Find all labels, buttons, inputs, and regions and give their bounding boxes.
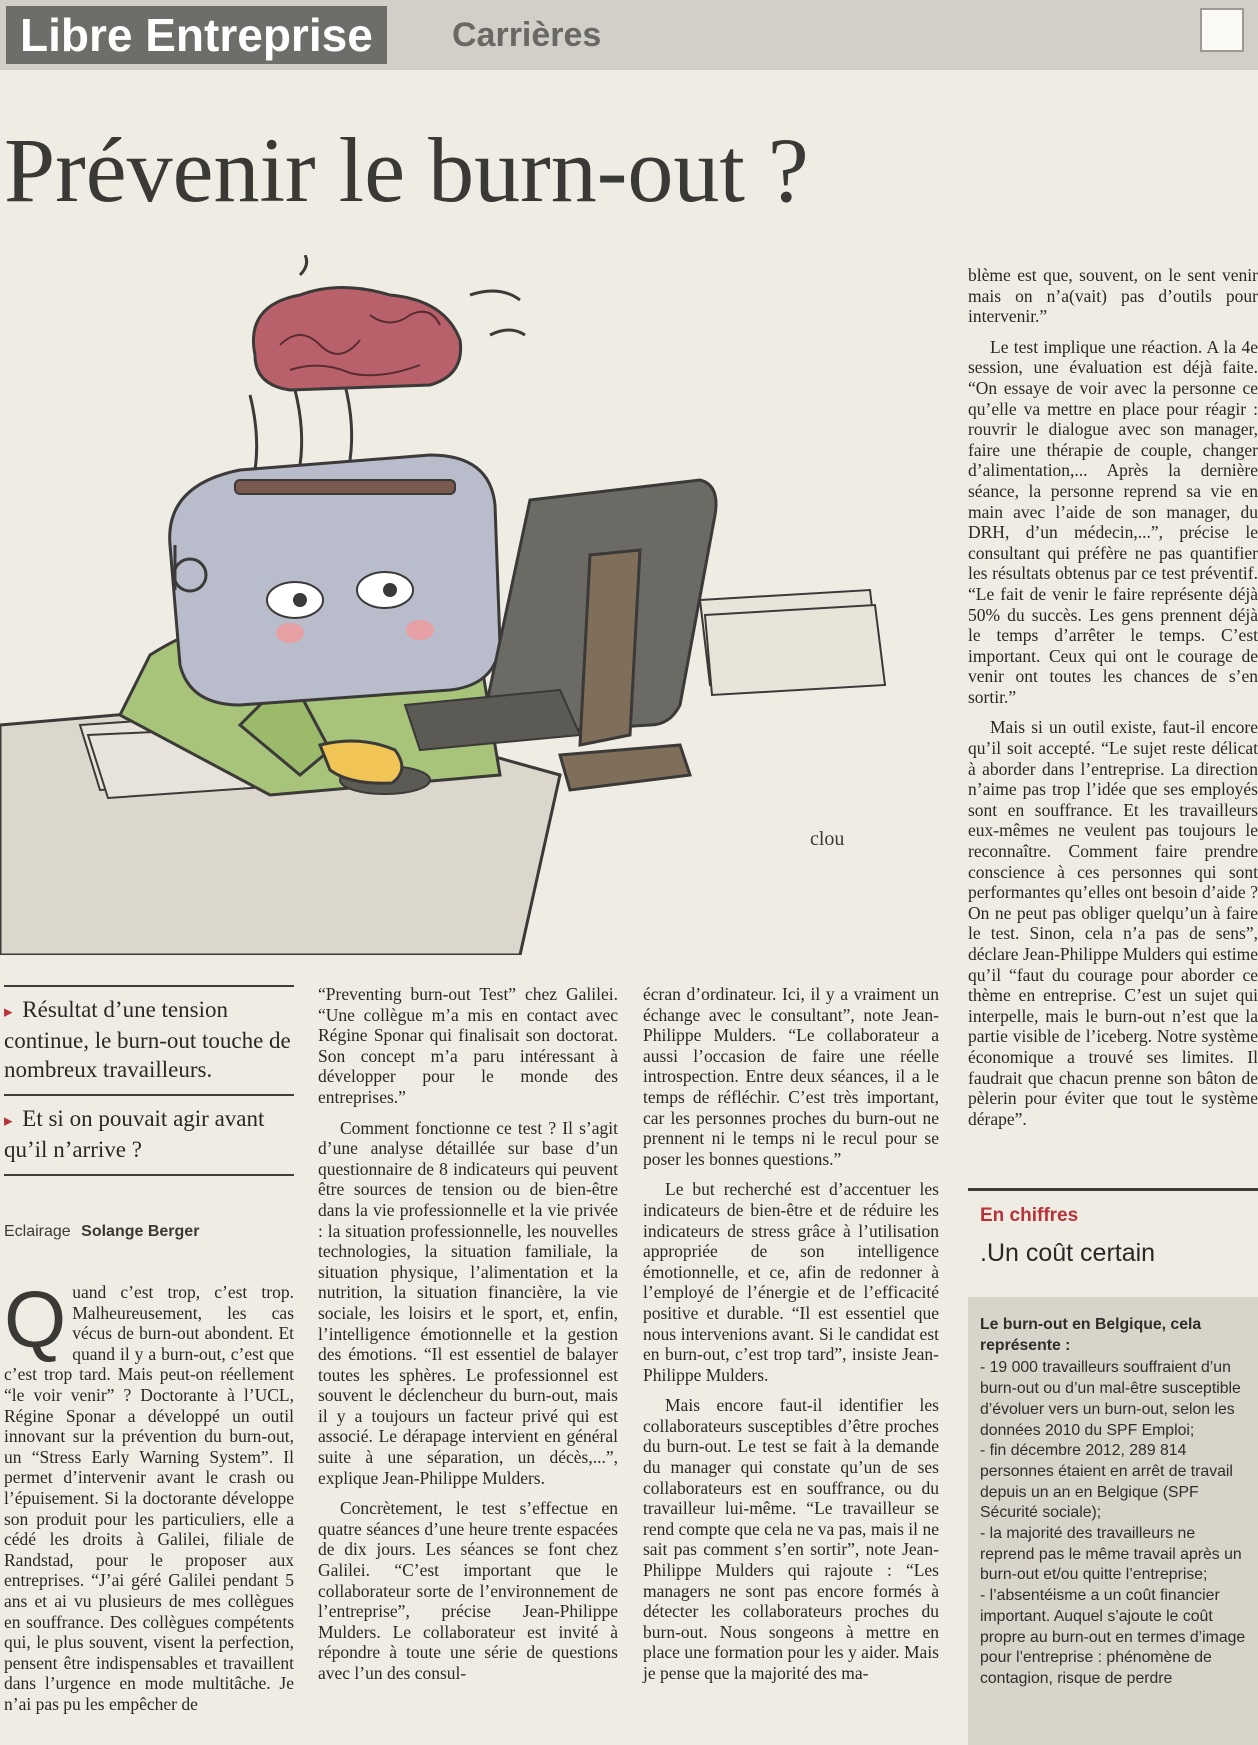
paragraph (4, 1275, 294, 1714)
byline-author: Solange Berger (81, 1223, 200, 1240)
article-column-4 (968, 265, 1258, 1139)
sidebar-title: .Un coût certain (980, 1239, 1156, 1267)
teaser-text: Et si on pouvait agir avant qu’il n’arrive ? (4, 1106, 265, 1162)
toaster-illustration (0, 255, 950, 955)
lead-rule-top (4, 985, 294, 987)
teaser-1 (4, 995, 294, 1084)
paragraph: Le but recherché est d’accentuer les indicateurs de bien-être et de réduire les indicateurs de stress grâce à l’utilisation appropriée de son intelligence émotionnelle, et ce, afin de redonner à l’employé de l’énergie et de l’efficacité positive et durable. “Il est essentiel que nous intervenions avant. Si le candidat est en burn-out, c’est trop tard”, insiste Jean-Philippe Mulders. (643, 1179, 939, 1385)
list-item: - fin décembre 2012, 289 814 personnes étaient en arrêt de travail depuis un an en Belgique (SPF Sécurité sociale); (980, 1442, 1233, 1522)
lead-box (4, 985, 294, 1176)
monitor-icon (480, 480, 716, 790)
paragraph: blème est que, souvent, on le sent venir mais on n’a(vait) pas d’outils pour intervenir.” (968, 265, 1258, 327)
sidebar-list (980, 1358, 1246, 1689)
paragraph: Mais encore faut-il identifier les collaborateurs susceptibles d’être proches du burn-out. Le test se fait à la demande du manager qui constate qu’un de ses collaborateurs est en souffrance, ou du travailleur lui-même. “Le travailleur se rend compte que cela ne va pas, mais il ne sait pas comment s’en sortir”, note Jean-Philippe Mulders qui rajoute : “Les managers ne sont pas encore formés à détecter les collaborateurs proches du burn-out. Nous songeons à mettre en place une formation pour les y aider. Mais je pense que la majorité des ma- (643, 1395, 939, 1683)
byline-label: Eclairage (4, 1223, 71, 1240)
list-item: - la majorité des travailleurs ne reprend pas le même travail après un burn-out et/ou quitte l’entreprise; (980, 1525, 1242, 1584)
subsection-name: Carrières (452, 16, 602, 54)
list-item: - l’absentéisme a un coût financier important. Auquel s’ajoute le coût propre au burn-out en termes d’image pour l’entreprise : phénomène de contagion, risque de perdre (980, 1587, 1246, 1687)
article-column-3 (643, 984, 939, 1694)
lead-rule-bottom (4, 1174, 294, 1176)
paragraph: écran d’ordinateur. Ici, il y a vraiment un échange avec le consultant”, note Jean-Philippe Mulders. “Le collaborateur a aussi l’occasion de faire une réelle introspection. Entre deux séances, il a le temps de réfléchir. C’est très important, car les personnes proches du burn-out ne prennent ni le temps ni le recul pour se poser les bonnes questions.” (643, 984, 939, 1169)
teaser-text: Résultat d’une tension continue, le burn-out touche de nombreux travailleurs. (4, 997, 291, 1082)
brain-icon (253, 288, 460, 391)
paragraph-text: uand c’est trop, c’est trop. Malheureusement, les cas vécus de burn-out abondent. Et quand il y a burn-out, c’est que c’est trop tard. Mais peut-on réellement “le voir venir” ? Doctorante à l’UCL, Régine Sponar a développé un outil innovant sur la prévention du burn-out, un “Stress Early Warning System”. Il permet d’intervenir avant le crash ou l’épuisement. Si la doctorante développe son produit pour les particuliers, elle a cédé les droits à Galilei, filiale de Randstad, pour le proposer aux entreprises. “J’ai géré Galilei pendant 5 ans et ai vu plusieurs de mes collègues en souffrance. Des collègues compétents qui, le plus souvent, visent la perfection, pensent être indispensables et travaillent dans l’urgence en mode multitâche. Je n’ai pas pu les empêcher de (4, 1282, 294, 1714)
lead-rule-middle (4, 1094, 294, 1096)
paragraph: Comment fonctionne ce test ? Il s’agit d’une analyse détaillée sur base d’un questionnaire de 8 indicateurs qui peuvent être sources de tension ou de bien-être dans la vie professionnelle et la vie privée : la situation professionnelle, les nouvelles technologies, la situation familiale, la situation physique, l’alimentation et la nutrition, la situation financière, la vie sociale, les loisirs et le sport, et, enfin, l’intelligence émotionnelle et la gestion des émotions. “Il est essentiel de balayer toutes les sphères. Le professionnel est souvent le déclencheur du burn-out, mais il y a toujours un facteur privé qui est associé. Le dérapage intervient en général suite à une séparation, un décès,...”, explique Jean-Philippe Mulders. (318, 1117, 618, 1488)
sidebar-header (968, 1188, 1258, 1297)
section-header (0, 0, 1258, 70)
illustration-signature: clou (810, 828, 845, 850)
paragraph: Concrètement, le test s’effectue en quatre séances d’une heure trente espacées de dix jours. Les séances se font chez Galilei. “C’est important que le collaborateur sorte de l’environnement de l’entreprise”, précise Jean-Philippe Mulders. Le collaborateur est invité à répondre à toute une série de questions avec l’un des consul- (318, 1498, 618, 1683)
teaser-marker: ▸ (4, 1111, 13, 1130)
paragraph: “Preventing burn-out Test” chez Galilei. “Une collègue m’a mis en contact avec Régine Sponar qui finalisait son doctorat. Son concept m’a paru intéressant à développer pour le monde des entreprises.” (318, 984, 618, 1107)
section-name: Libre Entreprise (6, 6, 387, 64)
paragraph: Mais si un outil existe, faut-il encore qu’il soit accepté. “Le sujet reste délicat à aborder dans l’entreprise. La direction n’aime pas trop l’idée que ses employés sont en souffrance. Et les travailleurs eux-mêmes ne veulent pas toujours le reconnaître. Comment faire prendre conscience à ces personnes qui sont performantes qu’elles ont besoin d’aide ? On ne peut pas obliger quelqu’un à faire le test. Sinon, cela n’a pas de sens”, déclare Jean-Philippe Mulders qui estime qu’il “faut du courage pour aborder ce thème en entreprise. C’est un sujet qui interpelle, mais le burn-out n’est que la partie visible de l’iceberg. Notre système économique a trouvé ses limites. Il faudrait que chacun prenne son bâton de pèlerin pour éviter que tout le système dérape”. (968, 717, 1258, 1129)
article-column-2 (318, 984, 618, 1694)
toaster-icon (170, 455, 500, 705)
sidebar-body (968, 1297, 1258, 1745)
headline: Prévenir le burn-out ? (4, 119, 809, 221)
paragraph: Le test implique une réaction. A la 4e session, une évaluation est déjà faite. “On essaye de voir avec la personne ce qu’elle va mettre en place pour réagir : rouvrir le dialogue avec son manager, faire une thérapie de couple, changer d’alimentation,... Après la dernière séance, la personne reprend sa vie en main avec l’aide de son manager, du DRH, d’un médecin,...”, précise le consultant qui préfère ne pas quantifier les résultats obtenus par ce test préventif. “Le fait de venir le faire représente déjà 50% du succès. Les gens prennent déjà le temps d’arrêter le temps. C’est important. Ceux qui ont le courage de venir ont toutes les chances de s’en sortir.” (968, 336, 1258, 707)
article-column-1 (4, 1275, 294, 1724)
sidebar-kicker: En chiffres (980, 1205, 1079, 1226)
figures-sidebar (968, 1188, 1258, 1735)
teaser-marker: ▸ (4, 1002, 13, 1021)
list-item: - 19 000 travailleurs souffraient d’un burn-out ou d’un mal-être susceptible d’évoluer vers un burn-out, selon les données 2010 du SPF Emploi; (980, 1359, 1241, 1439)
sidebar-intro: Le burn-out en Belgique, cela représente : (980, 1316, 1202, 1354)
teaser-2 (4, 1104, 294, 1164)
dropcap: Q (4, 1275, 67, 1364)
corner-box (1200, 8, 1244, 52)
byline (4, 1223, 199, 1241)
